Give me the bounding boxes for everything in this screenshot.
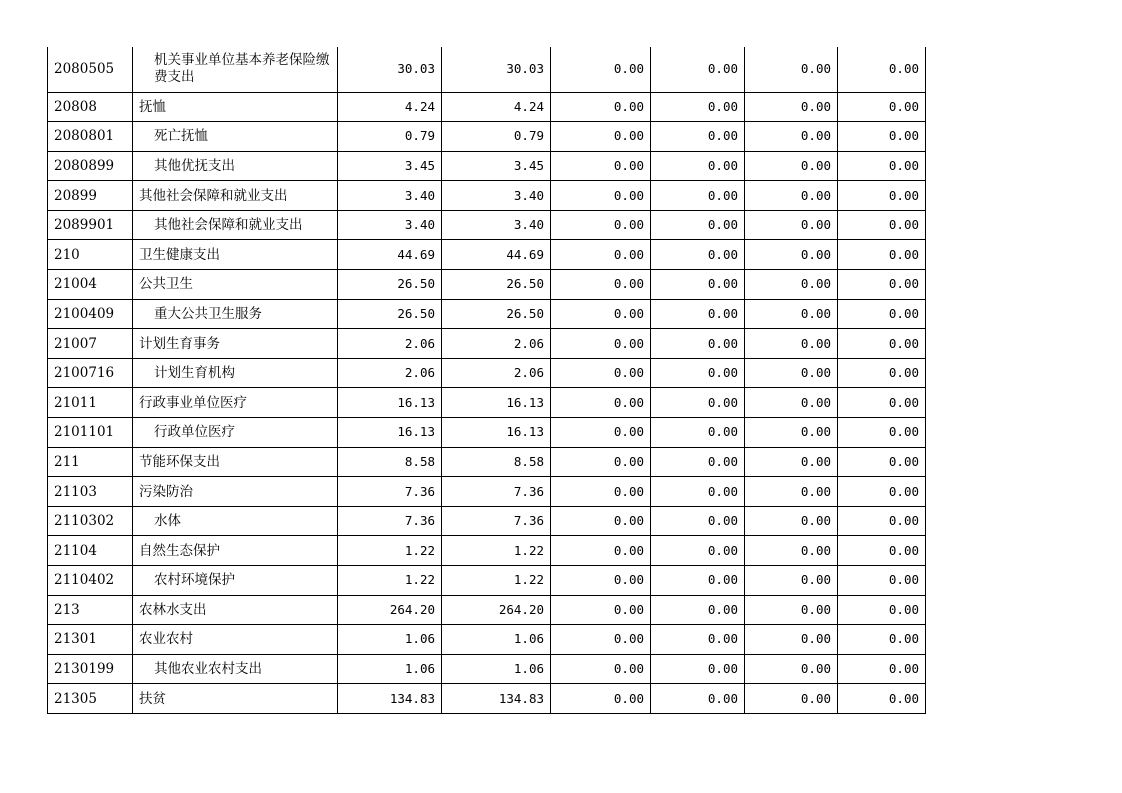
table-row: [48, 388, 926, 418]
amount-cell: 0.00: [838, 418, 926, 448]
amount-cell: 44.69: [338, 240, 442, 270]
subject-code-cell: 2080505: [48, 47, 133, 92]
amount-cell: 0.00: [551, 388, 651, 418]
subject-name-cell: 公共卫生: [133, 270, 338, 300]
subject-code-cell: 21011: [48, 388, 133, 418]
amount-cell: 0.00: [551, 122, 651, 152]
budget-table: [47, 47, 926, 714]
amount-cell: 0.00: [651, 270, 745, 300]
amount-cell: 0.00: [745, 92, 838, 122]
amount-cell: 0.00: [551, 151, 651, 181]
table-row: [48, 477, 926, 507]
subject-name-cell: 其他优抚支出: [133, 151, 338, 181]
amount-cell: 0.79: [442, 122, 551, 152]
amount-cell: 0.00: [745, 477, 838, 507]
subject-name-cell: 计划生育机构: [133, 358, 338, 388]
amount-cell: 0.00: [745, 625, 838, 655]
table-row: [48, 181, 926, 211]
subject-name-cell: 行政事业单位医疗: [133, 388, 338, 418]
amount-cell: 1.06: [442, 625, 551, 655]
amount-cell: 0.00: [838, 595, 926, 625]
amount-cell: 0.00: [838, 122, 926, 152]
amount-cell: 2.06: [442, 358, 551, 388]
amount-cell: 0.00: [838, 299, 926, 329]
table-row: [48, 151, 926, 181]
amount-cell: 0.00: [651, 358, 745, 388]
subject-name-cell: 扶贫: [133, 684, 338, 714]
amount-cell: 7.36: [442, 506, 551, 536]
amount-cell: 1.22: [338, 566, 442, 596]
table-row: [48, 536, 926, 566]
amount-cell: 0.00: [651, 47, 745, 92]
table-row: [48, 506, 926, 536]
subject-code-cell: 2080801: [48, 122, 133, 152]
subject-name-cell: 其他社会保障和就业支出: [133, 210, 338, 240]
table-row: [48, 447, 926, 477]
subject-name-cell: 自然生态保护: [133, 536, 338, 566]
amount-cell: 3.45: [442, 151, 551, 181]
amount-cell: 3.40: [338, 210, 442, 240]
subject-name-cell: 卫生健康支出: [133, 240, 338, 270]
amount-cell: 0.00: [651, 566, 745, 596]
amount-cell: 16.13: [442, 388, 551, 418]
amount-cell: 0.00: [651, 240, 745, 270]
subject-name-cell: 污染防治: [133, 477, 338, 507]
table-row: [48, 47, 926, 92]
amount-cell: 16.13: [442, 418, 551, 448]
subject-name-cell: 机关事业单位基本养老保险缴费支出: [133, 47, 338, 92]
amount-cell: 8.58: [442, 447, 551, 477]
amount-cell: 0.00: [838, 47, 926, 92]
amount-cell: 0.00: [745, 595, 838, 625]
amount-cell: 0.00: [551, 566, 651, 596]
subject-code-cell: 210: [48, 240, 133, 270]
amount-cell: 0.00: [651, 477, 745, 507]
amount-cell: 264.20: [442, 595, 551, 625]
amount-cell: 0.00: [745, 506, 838, 536]
amount-cell: 3.45: [338, 151, 442, 181]
subject-name-cell: 死亡抚恤: [133, 122, 338, 152]
amount-cell: 0.00: [651, 151, 745, 181]
amount-cell: 2.06: [338, 329, 442, 359]
amount-cell: 1.06: [338, 654, 442, 684]
subject-code-cell: 2100409: [48, 299, 133, 329]
budget-table-body: [48, 47, 926, 713]
amount-cell: 0.00: [745, 47, 838, 92]
amount-cell: 0.00: [838, 358, 926, 388]
amount-cell: 16.13: [338, 418, 442, 448]
amount-cell: 0.00: [551, 47, 651, 92]
subject-code-cell: 21104: [48, 536, 133, 566]
amount-cell: 0.00: [838, 506, 926, 536]
amount-cell: 0.00: [551, 329, 651, 359]
amount-cell: 2.06: [338, 358, 442, 388]
amount-cell: 0.00: [745, 329, 838, 359]
amount-cell: 0.00: [651, 122, 745, 152]
amount-cell: 0.00: [745, 536, 838, 566]
amount-cell: 0.00: [838, 210, 926, 240]
amount-cell: 0.00: [651, 595, 745, 625]
subject-code-cell: 2089901: [48, 210, 133, 240]
table-row: [48, 329, 926, 359]
amount-cell: 4.24: [442, 92, 551, 122]
amount-cell: 134.83: [338, 684, 442, 714]
amount-cell: 0.00: [551, 447, 651, 477]
table-row: [48, 210, 926, 240]
amount-cell: 7.36: [338, 506, 442, 536]
amount-cell: 0.00: [651, 654, 745, 684]
amount-cell: 3.40: [338, 181, 442, 211]
subject-name-cell: 农林水支出: [133, 595, 338, 625]
amount-cell: 7.36: [442, 477, 551, 507]
amount-cell: 0.00: [838, 684, 926, 714]
amount-cell: 0.00: [745, 299, 838, 329]
table-row: [48, 240, 926, 270]
table-row: [48, 625, 926, 655]
subject-code-cell: 21004: [48, 270, 133, 300]
amount-cell: 0.00: [651, 388, 745, 418]
table-row: [48, 595, 926, 625]
subject-code-cell: 21103: [48, 477, 133, 507]
amount-cell: 0.00: [838, 477, 926, 507]
amount-cell: 0.00: [651, 418, 745, 448]
amount-cell: 0.00: [651, 329, 745, 359]
amount-cell: 0.00: [745, 270, 838, 300]
subject-code-cell: 211: [48, 447, 133, 477]
amount-cell: 0.00: [838, 447, 926, 477]
amount-cell: 0.00: [551, 595, 651, 625]
amount-cell: 16.13: [338, 388, 442, 418]
amount-cell: 7.36: [338, 477, 442, 507]
amount-cell: 26.50: [442, 299, 551, 329]
amount-cell: 0.00: [745, 566, 838, 596]
table-row: [48, 270, 926, 300]
amount-cell: 0.00: [651, 536, 745, 566]
amount-cell: 0.00: [551, 536, 651, 566]
amount-cell: 0.00: [551, 654, 651, 684]
amount-cell: 0.00: [838, 566, 926, 596]
amount-cell: 0.00: [838, 181, 926, 211]
amount-cell: 0.00: [745, 181, 838, 211]
amount-cell: 0.00: [551, 418, 651, 448]
amount-cell: 1.22: [338, 536, 442, 566]
amount-cell: 0.00: [838, 536, 926, 566]
subject-code-cell: 2130199: [48, 654, 133, 684]
amount-cell: 0.00: [551, 210, 651, 240]
amount-cell: 0.00: [745, 358, 838, 388]
amount-cell: 0.00: [838, 329, 926, 359]
amount-cell: 0.00: [651, 92, 745, 122]
subject-code-cell: 2101101: [48, 418, 133, 448]
amount-cell: 0.00: [651, 210, 745, 240]
amount-cell: 0.00: [838, 270, 926, 300]
table-row: [48, 684, 926, 714]
amount-cell: 26.50: [442, 270, 551, 300]
amount-cell: 0.00: [551, 92, 651, 122]
subject-name-cell: 农村环境保护: [133, 566, 338, 596]
amount-cell: 0.00: [838, 625, 926, 655]
subject-name-cell: 抚恤: [133, 92, 338, 122]
amount-cell: 0.00: [651, 506, 745, 536]
amount-cell: 1.22: [442, 566, 551, 596]
amount-cell: 0.00: [745, 388, 838, 418]
amount-cell: 0.00: [551, 625, 651, 655]
amount-cell: 44.69: [442, 240, 551, 270]
subject-name-cell: 农业农村: [133, 625, 338, 655]
amount-cell: 0.00: [551, 240, 651, 270]
amount-cell: 1.06: [442, 654, 551, 684]
amount-cell: 0.00: [745, 654, 838, 684]
amount-cell: 0.00: [651, 181, 745, 211]
amount-cell: 26.50: [338, 270, 442, 300]
amount-cell: 0.00: [838, 654, 926, 684]
subject-name-cell: 其他社会保障和就业支出: [133, 181, 338, 211]
amount-cell: 0.00: [745, 684, 838, 714]
table-row: [48, 92, 926, 122]
amount-cell: 0.00: [745, 210, 838, 240]
table-row: [48, 418, 926, 448]
amount-cell: 0.00: [551, 270, 651, 300]
amount-cell: 0.00: [745, 122, 838, 152]
subject-code-cell: 21007: [48, 329, 133, 359]
amount-cell: 3.40: [442, 181, 551, 211]
amount-cell: 0.00: [551, 299, 651, 329]
subject-code-cell: 2110402: [48, 566, 133, 596]
amount-cell: 0.00: [551, 506, 651, 536]
subject-name-cell: 水体: [133, 506, 338, 536]
subject-name-cell: 节能环保支出: [133, 447, 338, 477]
amount-cell: 0.00: [838, 240, 926, 270]
amount-cell: 1.22: [442, 536, 551, 566]
table-row: [48, 654, 926, 684]
amount-cell: 0.00: [838, 92, 926, 122]
table-row: [48, 299, 926, 329]
subject-code-cell: 2110302: [48, 506, 133, 536]
amount-cell: 0.00: [745, 240, 838, 270]
subject-code-cell: 21301: [48, 625, 133, 655]
amount-cell: 0.00: [651, 447, 745, 477]
amount-cell: 0.00: [838, 151, 926, 181]
amount-cell: 0.00: [651, 684, 745, 714]
table-row: [48, 122, 926, 152]
subject-name-cell: 计划生育事务: [133, 329, 338, 359]
subject-code-cell: 2080899: [48, 151, 133, 181]
subject-code-cell: 2100716: [48, 358, 133, 388]
amount-cell: 0.00: [745, 151, 838, 181]
amount-cell: 0.00: [551, 684, 651, 714]
amount-cell: 134.83: [442, 684, 551, 714]
subject-code-cell: 20808: [48, 92, 133, 122]
amount-cell: 0.00: [651, 625, 745, 655]
amount-cell: 0.00: [651, 299, 745, 329]
amount-cell: 2.06: [442, 329, 551, 359]
amount-cell: 0.00: [838, 388, 926, 418]
amount-cell: 0.79: [338, 122, 442, 152]
amount-cell: 0.00: [551, 181, 651, 211]
table-row: [48, 566, 926, 596]
subject-name-cell: 重大公共卫生服务: [133, 299, 338, 329]
amount-cell: 3.40: [442, 210, 551, 240]
amount-cell: 0.00: [551, 477, 651, 507]
subject-code-cell: 213: [48, 595, 133, 625]
amount-cell: 8.58: [338, 447, 442, 477]
amount-cell: 1.06: [338, 625, 442, 655]
subject-name-cell: 行政单位医疗: [133, 418, 338, 448]
amount-cell: 264.20: [338, 595, 442, 625]
subject-code-cell: 21305: [48, 684, 133, 714]
amount-cell: 0.00: [745, 447, 838, 477]
subject-name-cell: 其他农业农村支出: [133, 654, 338, 684]
amount-cell: 30.03: [442, 47, 551, 92]
amount-cell: 30.03: [338, 47, 442, 92]
subject-code-cell: 20899: [48, 181, 133, 211]
amount-cell: 0.00: [745, 418, 838, 448]
amount-cell: 0.00: [551, 358, 651, 388]
table-row: [48, 358, 926, 388]
amount-cell: 4.24: [338, 92, 442, 122]
amount-cell: 26.50: [338, 299, 442, 329]
